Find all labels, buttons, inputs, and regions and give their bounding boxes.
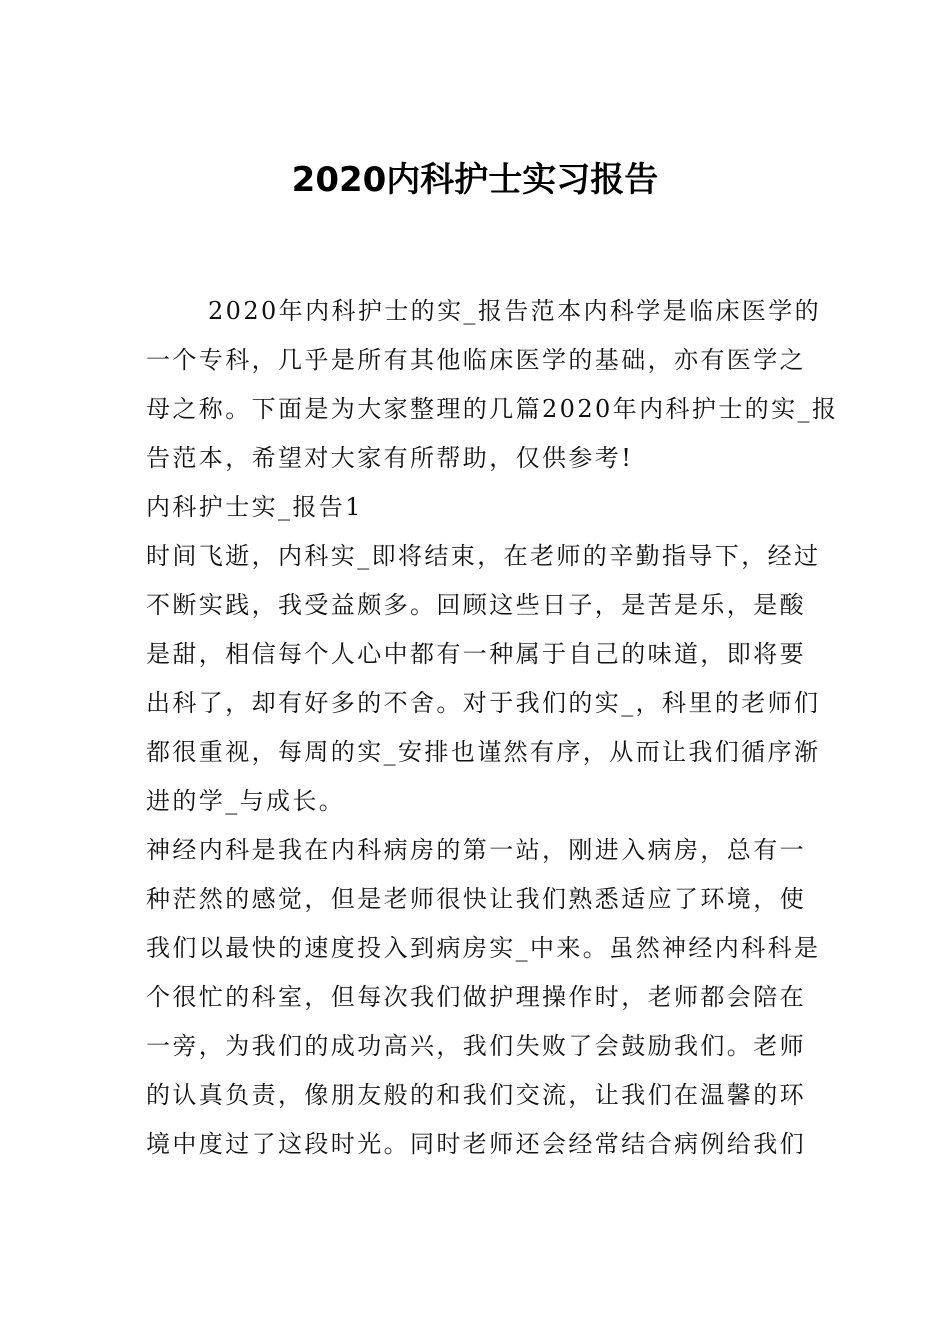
paragraph-2-line-7: 境中度过了这段时光。同时老师还会经常结合病例给我们 [146, 1130, 806, 1158]
document-body [146, 287, 839, 1169]
paragraph-2-line-1: 神经内科是我在内科病房的第一站，刚进入病房，总有一 [146, 836, 806, 864]
section-heading-report-1: 内科护士实_报告1 [146, 493, 363, 521]
paragraph-2-line-4: 个很忙的科室，但每次我们做护理操作时，老师都会陪在 [146, 983, 806, 1011]
paragraph-1-line-3: 是甜，相信每个人心中都有一种属于自己的味道，即将要 [146, 640, 806, 668]
intro-line-2: 一个专科，几乎是所有其他临床医学的基础，亦有医学之 [146, 346, 806, 374]
paragraph-1-line-1: 时间飞逝，内科实_即将结束，在老师的辛勤指导下，经过 [146, 542, 821, 570]
paragraph-2-line-6: 的认真负责，像朋友般的和我们交流，让我们在温馨的环 [146, 1081, 806, 1109]
paragraph-1-line-4: 出科了，却有好多的不舍。对于我们的实_，科里的老师们 [146, 689, 821, 717]
paragraph-1-line-2: 不断实践，我受益颇多。回顾这些日子，是苦是乐，是酸 [146, 591, 806, 619]
paragraph-2-line-3: 我们以最快的速度投入到病房实_中来。虽然神经内科科是 [146, 934, 821, 962]
document-title: 2020内科护士实习报告 [291, 160, 659, 200]
intro-line-3: 母之称。下面是为大家整理的几篇2020年内科护士的实_报 [146, 395, 839, 423]
intro-line-1: 2020年内科护士的实_报告范本内科学是临床医学的 [208, 297, 822, 325]
paragraph-1-line-6: 进的学_与成长。 [146, 787, 346, 815]
paragraph-2-line-5: 一旁，为我们的成功高兴，我们失败了会鼓励我们。老师 [146, 1032, 806, 1060]
paragraph-2-line-2: 种茫然的感觉，但是老师很快让我们熟悉适应了环境，使 [146, 885, 806, 913]
paragraph-1-line-5: 都很重视，每周的实_安排也谨然有序，从而让我们循序渐 [146, 738, 821, 766]
intro-line-4: 告范本，希望对大家有所帮助，仅供参考! [146, 444, 634, 472]
